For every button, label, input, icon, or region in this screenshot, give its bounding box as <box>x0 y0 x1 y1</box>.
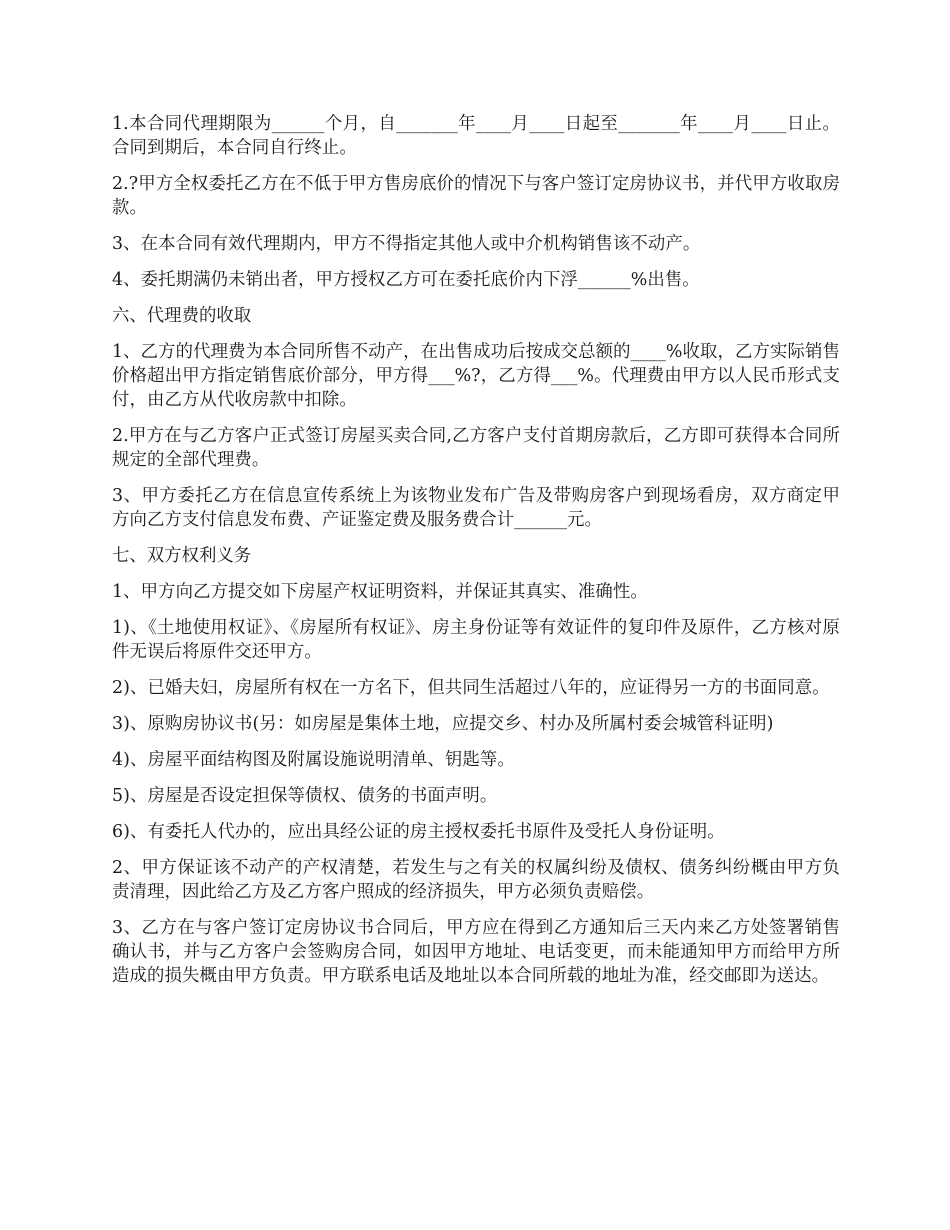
clause-title-guarantee: 2、甲方保证该不动产的产权清楚，若发生与之有关的权属纠纷及债权、债务纠纷概由甲方负责清理，因此给乙方及乙方客户照成的经济损失，甲方必须负责赔偿。 <box>112 858 840 902</box>
list-item-floor-plan: 4)、房屋平面结构图及附属设施说明清单、钥匙等。 <box>112 750 515 770</box>
clause-exclusive-agency: 3、在本合同有效代理期内，甲方不得指定其他人或中介机构销售该不动产。 <box>112 234 701 254</box>
list-item-purchase-agreement: 3)、原购房协议书(另：如房屋是集体土地，应提交乡、村办及所属村委会城管科证明) <box>112 714 774 734</box>
clause-fee-entitlement: 2.甲方在与乙方客户正式签订房屋买卖合同,乙方客户支付首期房款后，乙方即可获得本合同所规定的全部代理费。 <box>112 426 840 470</box>
clause-property-documents: 1、甲方向乙方提交如下房屋产权证明资料，并保证其真实、准确性。 <box>112 582 648 602</box>
section-heading-rights-obligations: 七、双方权利义务 <box>112 546 252 566</box>
clause-agency-term: 1.本合同代理期限为______个月，自_______年____月____日起至_______年____月____日止。合同到期后，本合同自行终止。 <box>112 114 840 158</box>
clause-sales-confirmation: 3、乙方在与客户签订定房协议书合同后，甲方应在得到乙方通知后三天内来乙方处签署销售确认书，并与乙方客户会签购房合同，如因甲方地址、电话变更，而未能通知甲方而给甲方所造成的损失概由甲方负责。甲方联系电话及地址以本合同所载的地址为准，经交邮即为送达。 <box>112 918 840 986</box>
clause-advertising-fee: 3、甲方委托乙方在信息宣传系统上为该物业发布广告及带购房客户到现场看房，双方商定甲方向乙方支付信息发布费、产证鉴定费及服务费合计______元。 <box>112 486 840 530</box>
section-heading-agency-fee: 六、代理费的收取 <box>112 306 252 326</box>
clause-fee-rate: 1、乙方的代理费为本合同所售不动产，在出售成功后按成交总额的____%收取，乙方实际销售价格超出甲方指定销售底价部分，甲方得___%?，乙方得___%。代理费由甲方以人民币形式支付，由乙方从代收房款中扣除。 <box>112 342 840 410</box>
clause-price-float: 4、委托期满仍未销出者，甲方授权乙方可在委托底价内下浮______%出售。 <box>112 270 700 290</box>
list-item-certificates: 1)、《土地使用权证》、《房屋所有权证》、房主身份证等有效证件的复印件及原件，乙方核对原件无误后将原件交还甲方。 <box>112 618 840 662</box>
list-item-debt-statement: 5)、房屋是否设定担保等债权、债务的书面声明。 <box>112 786 498 806</box>
list-item-power-of-attorney: 6)、有委托人代办的，应出具经公证的房主授权委托书原件及受托人身份证明。 <box>112 822 725 842</box>
clause-full-authorization: 2.?甲方全权委托乙方在不低于甲方售房底价的情况下与客户签订定房协议书，并代甲方收取房款。 <box>112 174 840 218</box>
list-item-spouse-consent: 2)、已婚夫妇，房屋所有权在一方名下，但共同生活超过八年的，应证得另一方的书面同意。 <box>112 678 830 698</box>
